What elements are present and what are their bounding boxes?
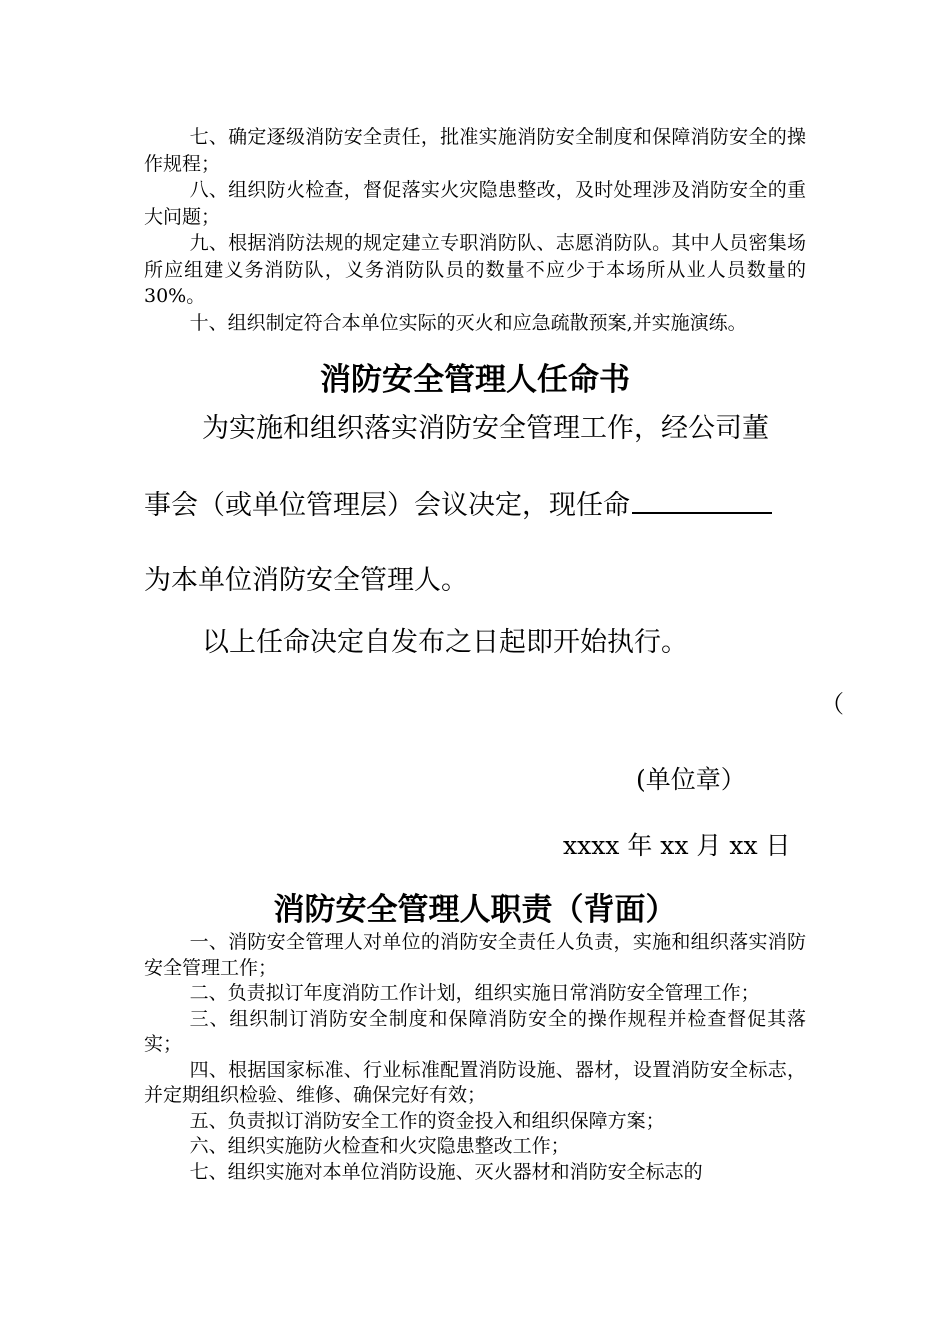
- date-line: xxxx 年 xx 月 xx 日: [563, 831, 791, 860]
- duties-list: [144, 930, 806, 1185]
- appointment-title: 消防安全管理人任命书: [320, 362, 630, 398]
- list-item: 一、消防安全管理人对单位的消防安全责任人负责，实施和组织落实消防安全管理工作；: [144, 931, 806, 979]
- list-item: 六、组织实施防火检查和火灾隐患整改工作；: [189, 1135, 570, 1157]
- appointee-blank: [632, 482, 772, 514]
- appointment-line-1: 为实施和组织落实消防安全管理工作，经公司董: [202, 413, 769, 444]
- list-item: 十、组织制定符合本单位实际的灭火和应急疏散预案,并实施演练。: [189, 311, 747, 334]
- list-item: 三、组织制订消防安全制度和保障消防安全的操作规程并检查督促其落实；: [144, 1007, 806, 1055]
- stray-bracket: （: [820, 690, 844, 718]
- responsibilities-continued: [144, 124, 806, 336]
- appointment-line-3: 为本单位消防安全管理人。: [144, 565, 468, 596]
- list-item: 四、根据国家标准、行业标准配置消防设施、器材，设置消防安全标志，并定期组织检验、维修、确保完好有效；: [144, 1058, 806, 1106]
- list-item: 九、根据消防法规的规定建立专职消防队、志愿消防队。其中人员密集场所应组建义务消防队，义务消防队员的数量不应少于本场所从业人员数量的30%。: [144, 232, 806, 307]
- appointment-line-4: 以上任命决定自发布之日起即开始执行。: [202, 627, 688, 658]
- appointment-line-2-text: 事会（或单位管理层）会议决定，现任命: [144, 490, 630, 521]
- list-item: 五、负责拟订消防安全工作的资金投入和组织保障方案；: [189, 1109, 665, 1132]
- appointment-line-2: [144, 482, 772, 522]
- list-item: 七、组织实施对本单位消防设施、灭火器材和消防安全标志的: [189, 1160, 703, 1183]
- duties-title: 消防安全管理人职责（背面）: [273, 892, 677, 928]
- seal-label: (单位章）: [636, 765, 746, 794]
- list-item: 八、组织防火检查，督促落实火灾隐患整改，及时处理涉及消防安全的重大问题；: [144, 179, 806, 228]
- list-item: 二、负责拟订年度消防工作计划，组织实施日常消防安全管理工作；: [189, 982, 760, 1004]
- list-item: 七、确定逐级消防安全责任，批准实施消防安全制度和保障消防安全的操作规程；: [144, 126, 806, 175]
